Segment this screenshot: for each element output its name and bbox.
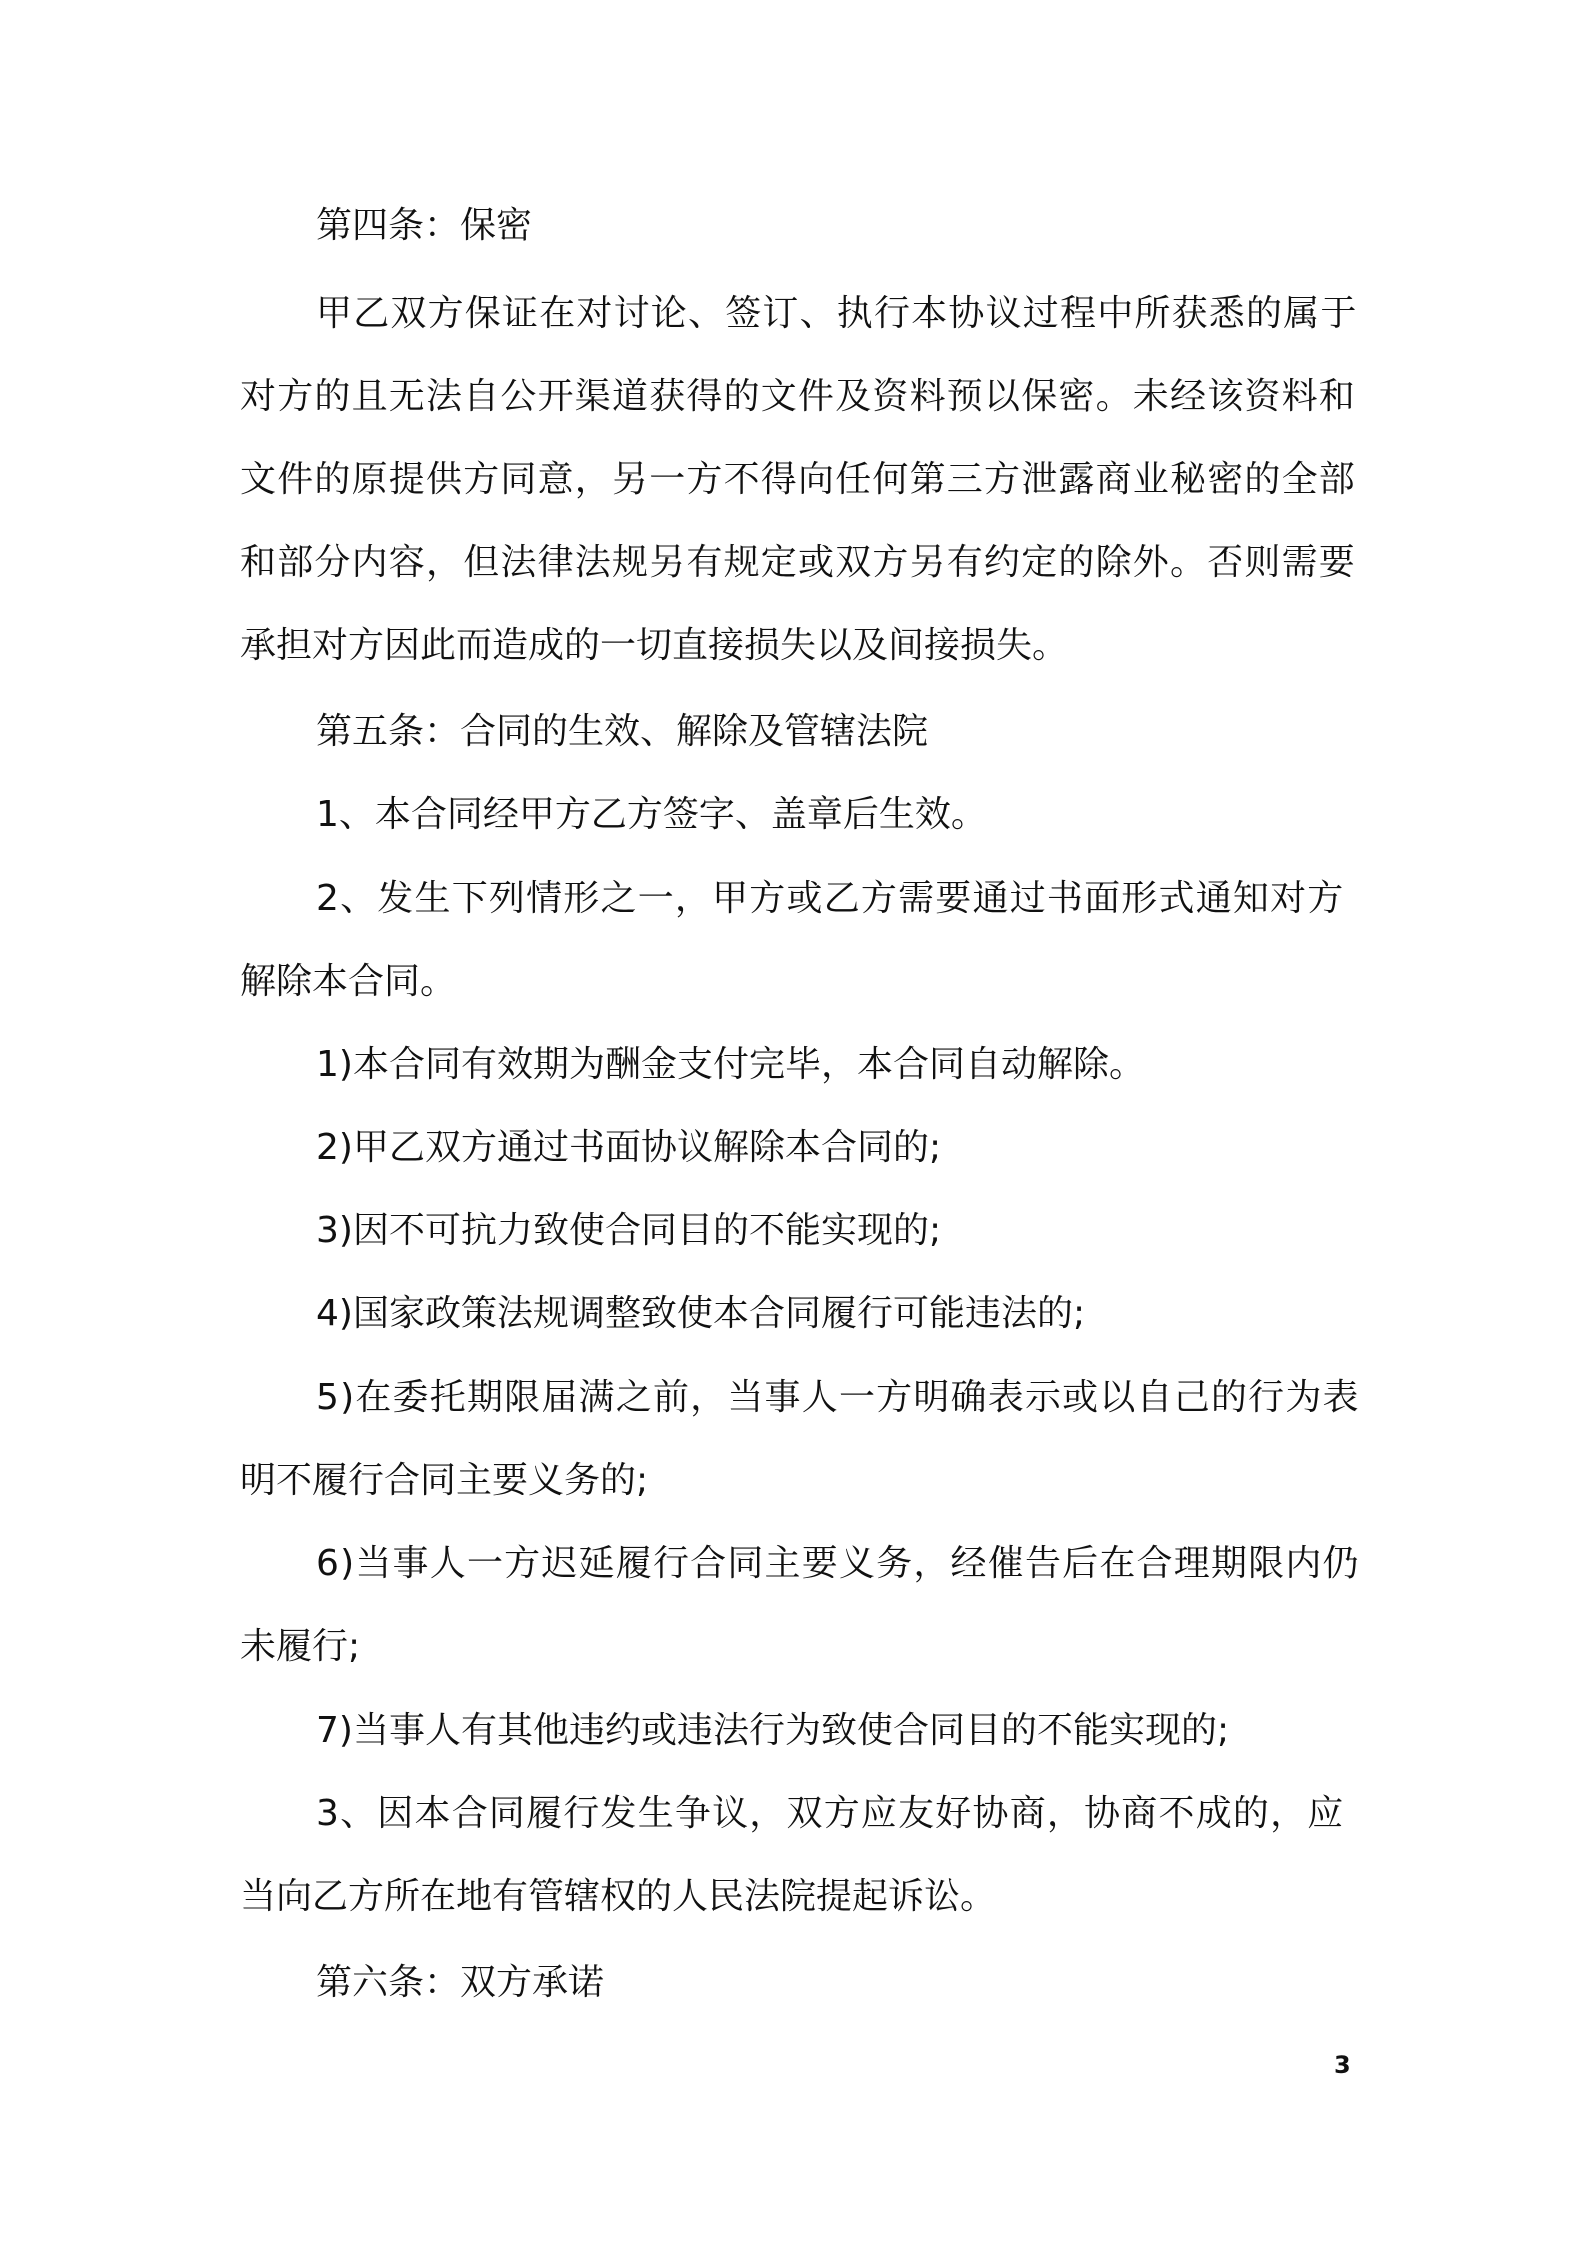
article-4-heading: 第四条：保密 [316,205,533,246]
article-5-item-2-line-2: 解除本合同。 [240,961,457,1002]
article-5-item-1: 1、本合同经甲方乙方签字、盖章后生效。 [316,794,987,835]
article-4-text-line-3: 文件的原提供方同意，另一方不得向任何第三方泄露商业秘密的全部 [240,459,1357,500]
page-number: 3 [1334,2051,1351,2079]
article-4-text-line-1: 甲乙双方保证在对讨论、签订、执行本协议过程中所获悉的属于 [316,293,1358,334]
article-4-text-line-5: 承担对方因此而造成的一切直接损失以及间接损失。 [240,625,1069,666]
article-4-text-line-4: 和部分内容，但法律法规另有规定或双方另有约定的除外。否则需要 [240,542,1357,583]
article-5-subitem-6-line-2: 未履行; [240,1626,361,1667]
article-5-subitem-2: 2)甲乙双方通过书面协议解除本合同的; [316,1127,942,1168]
article-5-item-3-line-2: 当向乙方所在地有管辖权的人民法院提起诉讼。 [240,1876,997,1917]
article-5-subitem-4: 4)国家政策法规调整致使本合同履行可能违法的; [316,1293,1086,1334]
article-4-text-line-2: 对方的且无法自公开渠道获得的文件及资料预以保密。未经该资料和 [240,376,1357,417]
article-5-subitem-3: 3)因不可抗力致使合同目的不能实现的; [316,1210,942,1251]
article-5-subitem-1: 1)本合同有效期为酬金支付完毕，本合同自动解除。 [316,1044,1145,1085]
article-5-item-3-line-1: 3、因本合同履行发生争议，双方应友好协商，协商不成的，应 [316,1793,1345,1834]
article-5-heading: 第五条：合同的生效、解除及管辖法院 [316,711,929,752]
article-5-item-2-line-1: 2、发生下列情形之一，甲方或乙方需要通过书面形式通知对方 [316,878,1345,919]
article-5-subitem-5-line-2: 明不履行合同主要义务的; [240,1460,649,1501]
article-6-heading: 第六条：双方承诺 [316,1962,605,2003]
article-5-subitem-7: 7)当事人有其他违约或违法行为致使合同目的不能实现的; [316,1710,1230,1751]
article-5-subitem-5-line-1: 5)在委托期限届满之前，当事人一方明确表示或以自己的行为表 [316,1377,1360,1418]
article-5-subitem-6-line-1: 6)当事人一方迟延履行合同主要义务，经催告后在合理期限内仍 [316,1543,1360,1584]
